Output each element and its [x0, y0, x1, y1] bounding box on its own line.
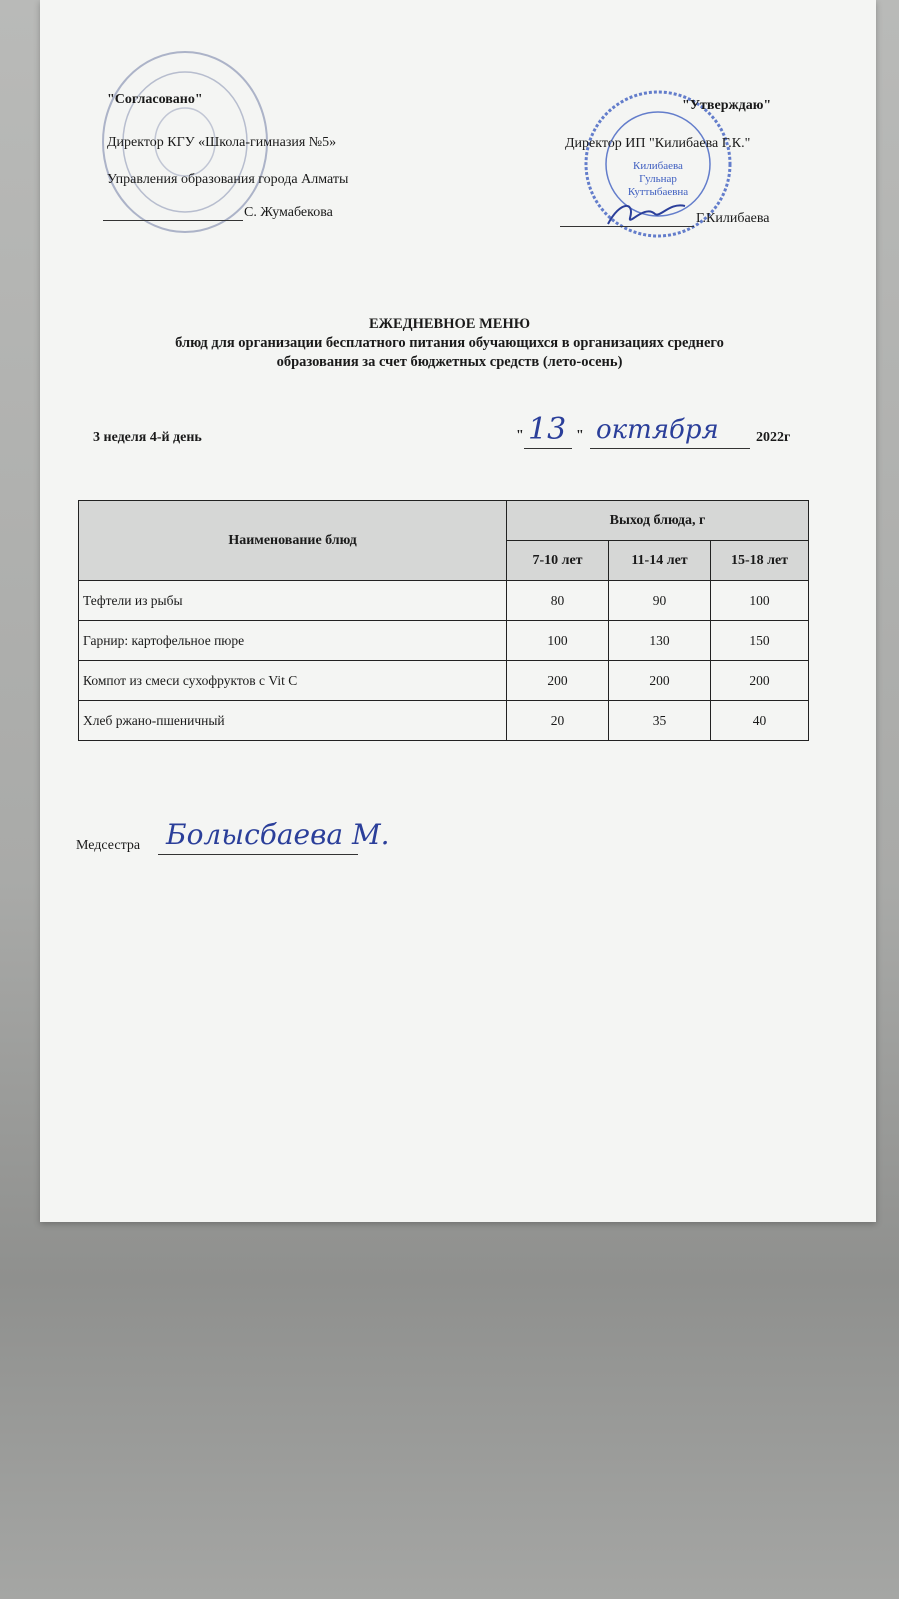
approval-right-signatory: Г.Килибаева	[696, 211, 770, 226]
header-output: Выход блюда, г	[507, 501, 809, 541]
portion-value: 200	[711, 661, 809, 701]
portion-value: 20	[507, 701, 609, 741]
signature-line	[158, 854, 358, 855]
title-sub1: блюд для организации бесплатного питания обучающихся в организациях среднего	[175, 335, 724, 351]
seal-line: Куттыбаевна	[627, 186, 689, 198]
dish-name: Компот из смеси сухофруктов с Vit C	[79, 661, 507, 701]
seal-line: Гульнар	[639, 173, 677, 185]
date-quote: "	[576, 428, 584, 443]
title-sub2: образования за счет бюджетных средств (лето-осень)	[276, 354, 623, 370]
date-month: октября	[596, 415, 719, 445]
title-main: ЕЖЕДНЕВНОЕ МЕНЮ	[368, 316, 531, 332]
seal-line: Килибаева	[633, 160, 683, 172]
date-line	[590, 448, 750, 449]
portion-value: 150	[711, 621, 809, 661]
seal-text	[618, 160, 698, 199]
dish-name: Гарнир: картофельное пюре	[79, 621, 507, 661]
date-line	[524, 448, 572, 449]
table-header-row	[79, 501, 809, 541]
portion-value: 90	[609, 581, 711, 621]
dish-name: Тефтели из рыбы	[79, 581, 507, 621]
header-age: 7-10 лет	[507, 541, 609, 581]
signature-line	[103, 220, 243, 221]
approval-right-line1: Директор ИП "Килибаева Г.К."	[565, 136, 751, 151]
portion-value: 80	[507, 581, 609, 621]
table-row	[79, 701, 809, 741]
approval-left-heading: "Согласовано"	[107, 92, 203, 107]
table-row	[79, 621, 809, 661]
date-day: 13	[528, 412, 567, 447]
menu-table	[78, 500, 809, 741]
handwritten-signature-right-icon	[600, 196, 690, 228]
approval-right-heading: "Утверждаю"	[682, 98, 772, 113]
date-year: 2022г	[756, 430, 791, 445]
portion-value: 40	[711, 701, 809, 741]
header-dish-name: Наименование блюд	[79, 501, 507, 581]
table-row	[79, 581, 809, 621]
portion-value: 200	[609, 661, 711, 701]
header-age: 11-14 лет	[609, 541, 711, 581]
header-age: 15-18 лет	[711, 541, 809, 581]
document-title	[0, 316, 899, 371]
nurse-signature: Болысбаева М.	[166, 818, 390, 851]
portion-value: 35	[609, 701, 711, 741]
nurse-label: Медсестра	[76, 838, 141, 853]
portion-value: 100	[507, 621, 609, 661]
approval-left-signatory: С. Жумабекова	[244, 205, 333, 220]
dish-name: Хлеб ржано-пшеничный	[79, 701, 507, 741]
portion-value: 100	[711, 581, 809, 621]
date-quote: "	[516, 428, 524, 443]
approval-left-line2: Управления образования города Алматы	[107, 172, 349, 187]
week-day: 3 неделя 4-й день	[93, 430, 202, 445]
portion-value: 130	[609, 621, 711, 661]
portion-value: 200	[507, 661, 609, 701]
table-row	[79, 661, 809, 701]
approval-left-line1: Директор КГУ «Школа-гимназия №5»	[107, 135, 337, 150]
